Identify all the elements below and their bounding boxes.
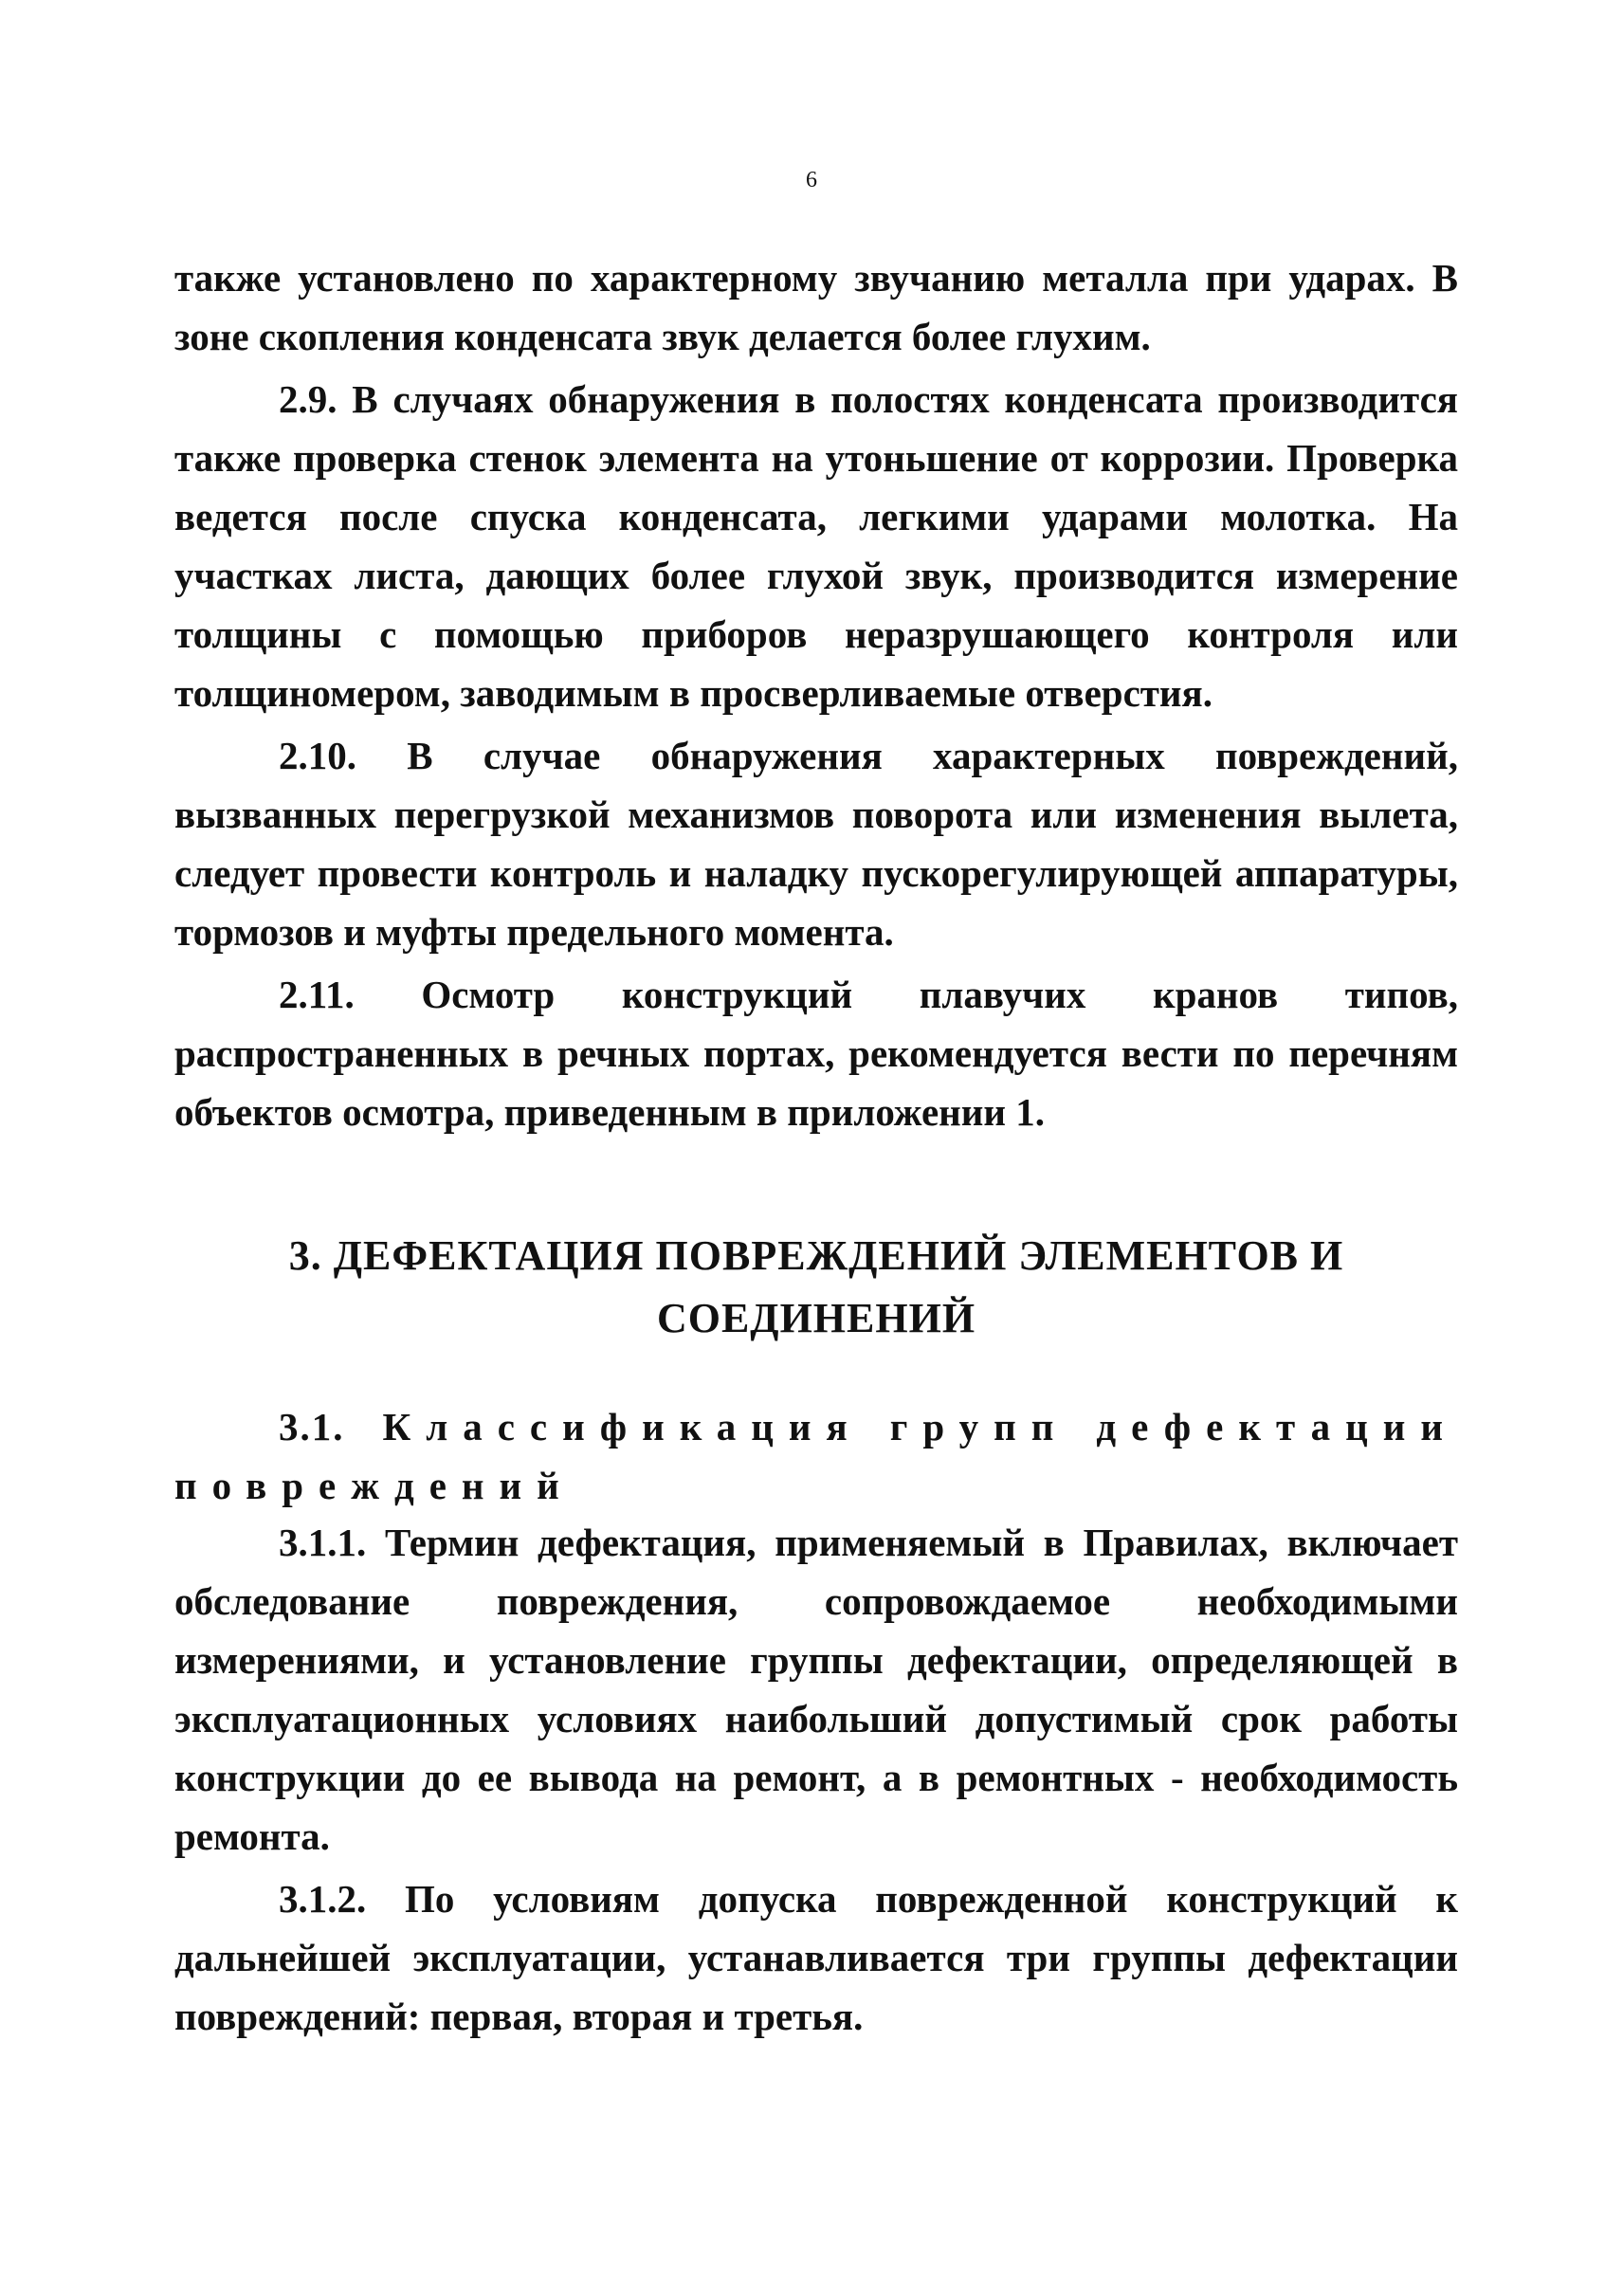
subsection-number: 3.1. xyxy=(279,1405,345,1449)
paragraph-2-10: 2.10. В случае обнаружения характерных повреждений, вызванных перегрузкой механизмов поворота или изменения вылета, следует провести контроль и наладку пускорегулирующей аппаратуры, тормозов и муфты предельного момента. xyxy=(174,734,1458,954)
paragraph-continuation: также установлено по характерному звучанию металла при ударах. В зоне скопления конденсата звук делается более глухим. xyxy=(174,256,1458,358)
paragraph-3-1-1: 3.1.1. Термин дефектация, применяемый в Правилах, включает обследование повреждения, сопровождаемое необходимыми измерениями, и установление группы дефектации, определяющей в эксплуатационных условиях наибольший допустимый срок работы конструкции до ее вывода на ремонт, а в ремонтных - необходимость ремонта. xyxy=(174,1521,1458,1858)
section-heading-line1: 3. ДЕФЕКТАЦИЯ ПОВРЕЖДЕНИЙ ЭЛЕМЕНТОВ И xyxy=(288,1232,1344,1279)
body-text-bottom xyxy=(174,1513,1458,2046)
section-heading xyxy=(174,1225,1458,1350)
subsection-title: Классификация групп дефектации повреждений xyxy=(174,1405,1458,1507)
paragraph-3-1-2: 3.1.2. По условиям допуска поврежденной конструкций к дальнейшей эксплуатации, устанавливается три группы дефектации повреждений: первая, вторая и третья. xyxy=(174,1877,1458,2038)
subsection-heading xyxy=(174,1397,1458,1515)
body-text-top xyxy=(174,248,1458,1141)
paragraph-2-11: 2.11. Осмотр конструкций плавучих кранов типов, распространенных в речных портах, рекомендуется вести по перечням объектов осмотра, приведенным в приложении 1. xyxy=(174,973,1458,1134)
paragraph-2-9: 2.9. В случаях обнаружения в полостях конденсата производится также проверка стенок элемента на утоньшение от коррозии. Проверка ведется после спуска конденсата, легкими ударами молотка. На участках листа, дающих более глухой звук, производится измерение толщины с помощью приборов неразрушающего контроля или толщиномером, заводимым в просверливаемые отверстия. xyxy=(174,377,1458,715)
section-heading-line2: СОЕДИНЕНИЙ xyxy=(656,1295,976,1341)
page-number: 6 xyxy=(806,168,817,192)
